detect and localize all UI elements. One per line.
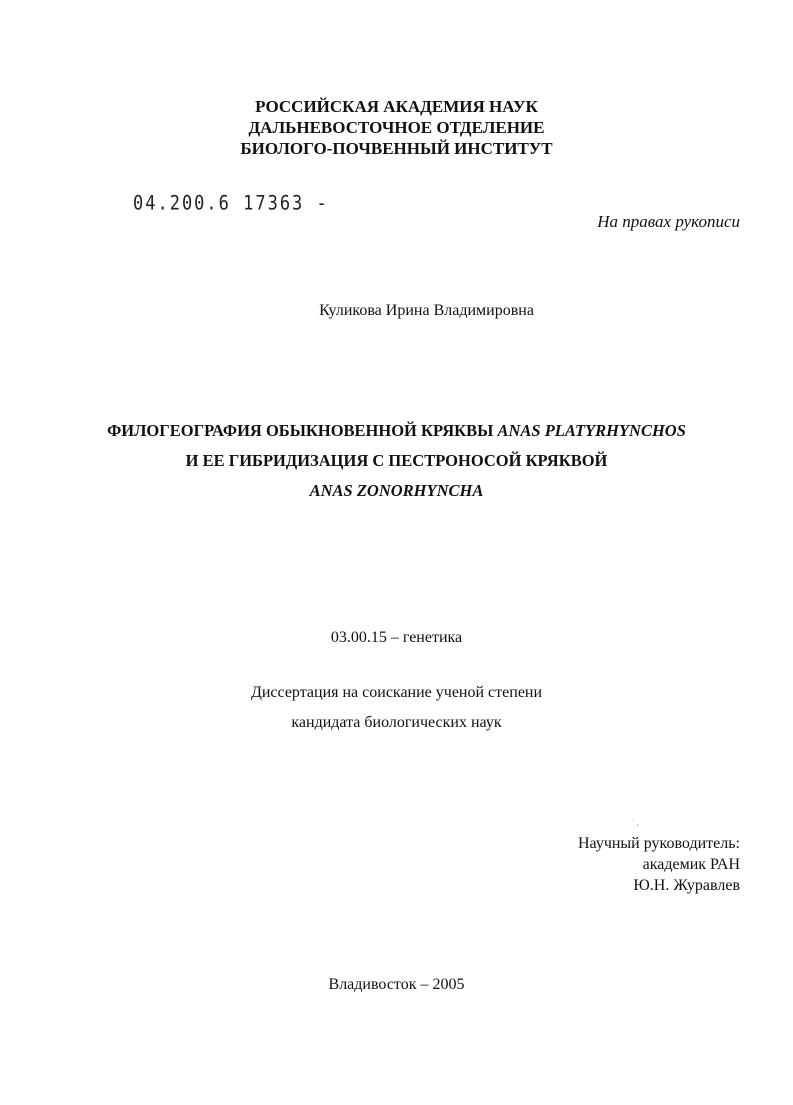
thesis-title-line-2: И ЕЕ ГИБРИДИЗАЦИЯ С ПЕСТРОНОСОЙ КРЯКВОЙ bbox=[185, 451, 608, 470]
dissertation-degree-line-1: Диссертация на соискание ученой степени bbox=[250, 684, 543, 701]
rights-note: На правах рукописи bbox=[597, 212, 740, 231]
supervisor-rank: академик РАН bbox=[642, 856, 740, 873]
thesis-title-line-1-text: ФИЛОГЕОГРАФИЯ ОБЫКНОВЕННОЙ КРЯКВЫ bbox=[107, 421, 498, 440]
city-year: Владивосток – 2005 bbox=[328, 976, 465, 993]
supervisor-name: Ю.Н. Журавлев bbox=[633, 877, 740, 894]
org-academy: РОССИЙСКАЯ АКАДЕМИЯ НАУК bbox=[255, 97, 538, 116]
thesis-title-latin-2: ANAS ZONORHYNCHA bbox=[309, 481, 484, 500]
scan-specks: ` , bbox=[632, 818, 639, 827]
author-name: Куликова Ирина Владимировна bbox=[319, 302, 534, 319]
org-branch: ДАЛЬНЕВОСТОЧНОЕ ОТДЕЛЕНИЕ bbox=[248, 118, 545, 137]
registry-stamp: 04.200.6 17363 - bbox=[133, 192, 329, 215]
thesis-title-latin-1: ANAS PLATYRHYNCHOS bbox=[497, 421, 686, 440]
specialty-code: 03.00.15 – генетика bbox=[330, 629, 463, 646]
supervisor-block bbox=[578, 833, 740, 896]
thesis-title-line-3 bbox=[0, 481, 793, 501]
org-institute: БИОЛОГО-ПОЧВЕННЫЙ ИНСТИТУТ bbox=[240, 139, 553, 158]
dissertation-degree-line-2: кандидата биологических наук bbox=[291, 714, 502, 731]
thesis-title-line-1 bbox=[0, 421, 793, 441]
supervisor-role: Научный руководитель: bbox=[577, 835, 740, 852]
